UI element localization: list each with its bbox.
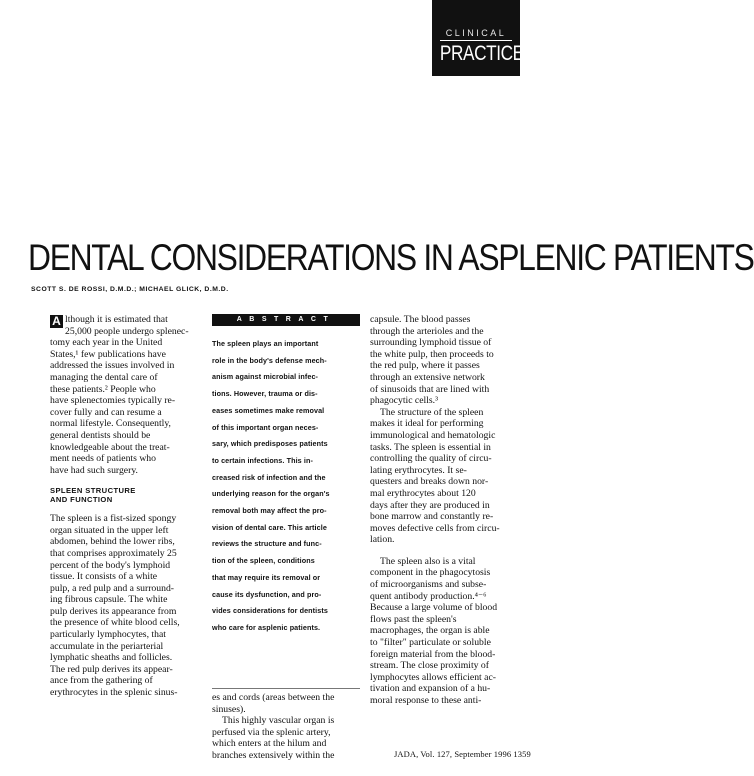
col2-paragraph bbox=[212, 692, 360, 762]
text-line: pulp, a red pulp and a surround- bbox=[50, 582, 175, 594]
text-line: that may require its removal or bbox=[212, 572, 321, 582]
text-line: States,¹ few publications have bbox=[50, 348, 166, 360]
text-line: vision of dental care. This article bbox=[212, 522, 327, 532]
abstract-box bbox=[212, 314, 360, 637]
text-line: cover fully and can resume a bbox=[50, 406, 162, 418]
text-line: managing the dental care of bbox=[50, 371, 158, 383]
text-line: eases sometimes make removal bbox=[212, 405, 325, 415]
text-line: capsule. The blood passes bbox=[370, 314, 471, 325]
text-line: have had such surgery. bbox=[50, 464, 138, 476]
text-line: percent of the body's lymphoid bbox=[50, 559, 171, 571]
text-line: AND FUNCTION bbox=[50, 494, 113, 504]
column-1 bbox=[50, 314, 200, 699]
text-line: which enters at the hilum and bbox=[212, 738, 327, 750]
text-line: these patients.² People who bbox=[50, 383, 156, 395]
text-line: makes it ideal for performing bbox=[370, 418, 484, 430]
page-footer: JADA, Vol. 127, September 1996 1359 bbox=[394, 749, 531, 759]
text-line: of sinusoids that are lined with bbox=[370, 383, 490, 395]
section-label-main: PRACTICE bbox=[439, 42, 524, 65]
text-line: bone marrow and constantly re- bbox=[370, 511, 494, 523]
text-line: mal erythrocytes about 120 bbox=[370, 487, 476, 499]
text-line: general dentists should be bbox=[50, 429, 151, 441]
column-3 bbox=[370, 314, 530, 707]
text-line: to certain infections. This in- bbox=[212, 455, 313, 465]
text-line: through the arterioles and the bbox=[370, 325, 484, 337]
text-line: knowledgeable about the treat- bbox=[50, 441, 170, 453]
text-line: tissue. It consists of a white bbox=[50, 571, 158, 583]
text-line: branches extensively within the bbox=[212, 749, 335, 761]
text-line: vides considerations for dentists bbox=[212, 606, 328, 616]
col3-paragraph-2 bbox=[370, 407, 530, 546]
text-line: ment needs of patients who bbox=[50, 453, 156, 465]
text-line: have splenectomies typically re- bbox=[50, 395, 176, 407]
text-line: controlling the quality of circu- bbox=[370, 453, 492, 465]
text-line: The spleen plays an important bbox=[212, 339, 319, 348]
text-line: tion of the spleen, conditions bbox=[212, 556, 315, 566]
text-line: component in the phagocytosis bbox=[370, 567, 491, 579]
text-line: the presence of white blood cells, bbox=[50, 617, 180, 629]
text-line: flows past the spleen's bbox=[370, 613, 457, 625]
article-authors: SCOTT S. DE ROSSI, D.M.D.; MICHAEL GLICK, D.M.D. bbox=[31, 286, 229, 293]
text-line: The structure of the spleen bbox=[380, 406, 484, 418]
text-line: creased risk of infection and the bbox=[212, 472, 326, 482]
text-line: 25,000 people undergo splenec- bbox=[65, 325, 189, 337]
text-line: moral response to these anti- bbox=[370, 695, 482, 706]
text-line: tomy each year in the United bbox=[50, 337, 163, 349]
text-line: es and cords (areas between the bbox=[212, 692, 335, 703]
col3-paragraph-1 bbox=[370, 314, 530, 407]
paragraph-gap bbox=[370, 546, 530, 556]
text-line: organ situated in the upper left bbox=[50, 524, 169, 536]
text-line: tivation and expansion of a hu- bbox=[370, 683, 491, 695]
text-line: This highly vascular organ is bbox=[222, 715, 335, 727]
text-line: through an extensive network bbox=[370, 371, 485, 383]
col3-paragraph-3 bbox=[370, 556, 530, 707]
abstract-text bbox=[212, 336, 360, 637]
intro-lines bbox=[50, 314, 200, 476]
section-badge bbox=[432, 0, 524, 76]
text-line: anism against microbial infec- bbox=[212, 372, 319, 382]
text-line: perfused via the splenic artery, bbox=[212, 726, 331, 738]
abstract-divider bbox=[212, 688, 360, 689]
text-line: surrounding lymphoid tissue of bbox=[370, 337, 492, 349]
text-line: accumulate in the periarterial bbox=[50, 640, 164, 652]
text-line: macrophages, the organ is able bbox=[370, 625, 490, 637]
text-line: The red pulp derives its appear- bbox=[50, 663, 173, 675]
abstract-heading: ABSTRACT bbox=[212, 314, 360, 326]
text-line: addressed the issues involved in bbox=[50, 360, 175, 372]
text-line: of microorganisms and subse- bbox=[370, 579, 487, 591]
text-line: lthough it is estimated that bbox=[65, 314, 168, 325]
text-line: ing fibrous capsule. The white bbox=[50, 594, 168, 606]
text-line: stream. The close proximity of bbox=[370, 660, 490, 672]
text-line: moves defective cells from circu- bbox=[370, 522, 500, 534]
text-line: phagocytic cells.³ bbox=[370, 395, 439, 407]
text-line: ance from the gathering of bbox=[50, 675, 153, 687]
text-line: tions. However, trauma or dis- bbox=[212, 389, 318, 399]
text-line: SPLEEN STRUCTURE bbox=[50, 486, 136, 496]
text-line: abdomen, behind the lower ribs, bbox=[50, 536, 175, 548]
text-line: The spleen is a fist-sized spongy bbox=[50, 513, 177, 525]
section-label-top: CLINICAL bbox=[445, 28, 507, 38]
text-line: the white pulp, then proceeds to bbox=[370, 348, 494, 360]
column-2-body bbox=[212, 688, 360, 762]
section-heading bbox=[50, 487, 200, 504]
text-line: lation. bbox=[370, 534, 395, 546]
text-line: tasks. The spleen is essential in bbox=[370, 441, 491, 453]
text-line: particularly lymphocytes, that bbox=[50, 629, 166, 641]
text-line: to "filter" particulate or soluble bbox=[370, 637, 491, 649]
body-paragraph bbox=[50, 513, 200, 699]
text-line: underlying reason for the organ's bbox=[212, 489, 330, 499]
text-line: normal lifestyle. Consequently, bbox=[50, 418, 171, 430]
text-line: days after they are produced in bbox=[370, 499, 490, 511]
text-line: The spleen also is a vital bbox=[380, 555, 476, 567]
text-line: removal both may affect the pro- bbox=[212, 506, 327, 516]
text-line: foreign material from the blood- bbox=[370, 648, 496, 660]
text-line: immunological and hematologic bbox=[370, 429, 496, 441]
text-line: Because a large volume of blood bbox=[370, 602, 498, 614]
badge-divider bbox=[440, 40, 512, 41]
text-line: pulp derives its appearance from bbox=[50, 605, 177, 617]
text-line: that comprises approximately 25 bbox=[50, 547, 177, 559]
text-line: of this important organ neces- bbox=[212, 422, 319, 432]
text-line: erythrocytes in the splenic sinus- bbox=[50, 687, 178, 699]
article-title: DENTAL CONSIDERATIONS IN ASPLENIC PATIENTS bbox=[28, 237, 754, 278]
text-line: lymphocytes allows efficient ac- bbox=[370, 671, 496, 683]
text-line: cause its dysfunction, and pro- bbox=[212, 589, 322, 599]
text-line: sary, which predisposes patients bbox=[212, 439, 328, 449]
text-line: reviews the structure and func- bbox=[212, 539, 322, 549]
text-line: lymphatic sheaths and follicles. bbox=[50, 652, 173, 664]
text-line: sinuses). bbox=[212, 703, 246, 715]
text-line: who care for asplenic patients. bbox=[212, 622, 321, 632]
text-line: role in the body's defense mech- bbox=[212, 355, 327, 365]
text-line: the red pulp, where it passes bbox=[370, 360, 480, 372]
text-line: lating erythrocytes. It se- bbox=[370, 464, 467, 476]
text-line: quent antibody production.⁴⁻⁶ bbox=[370, 590, 487, 602]
text-line: questers and breaks down nor- bbox=[370, 476, 489, 488]
drop-cap: A bbox=[50, 315, 63, 328]
intro-paragraph bbox=[50, 314, 200, 476]
